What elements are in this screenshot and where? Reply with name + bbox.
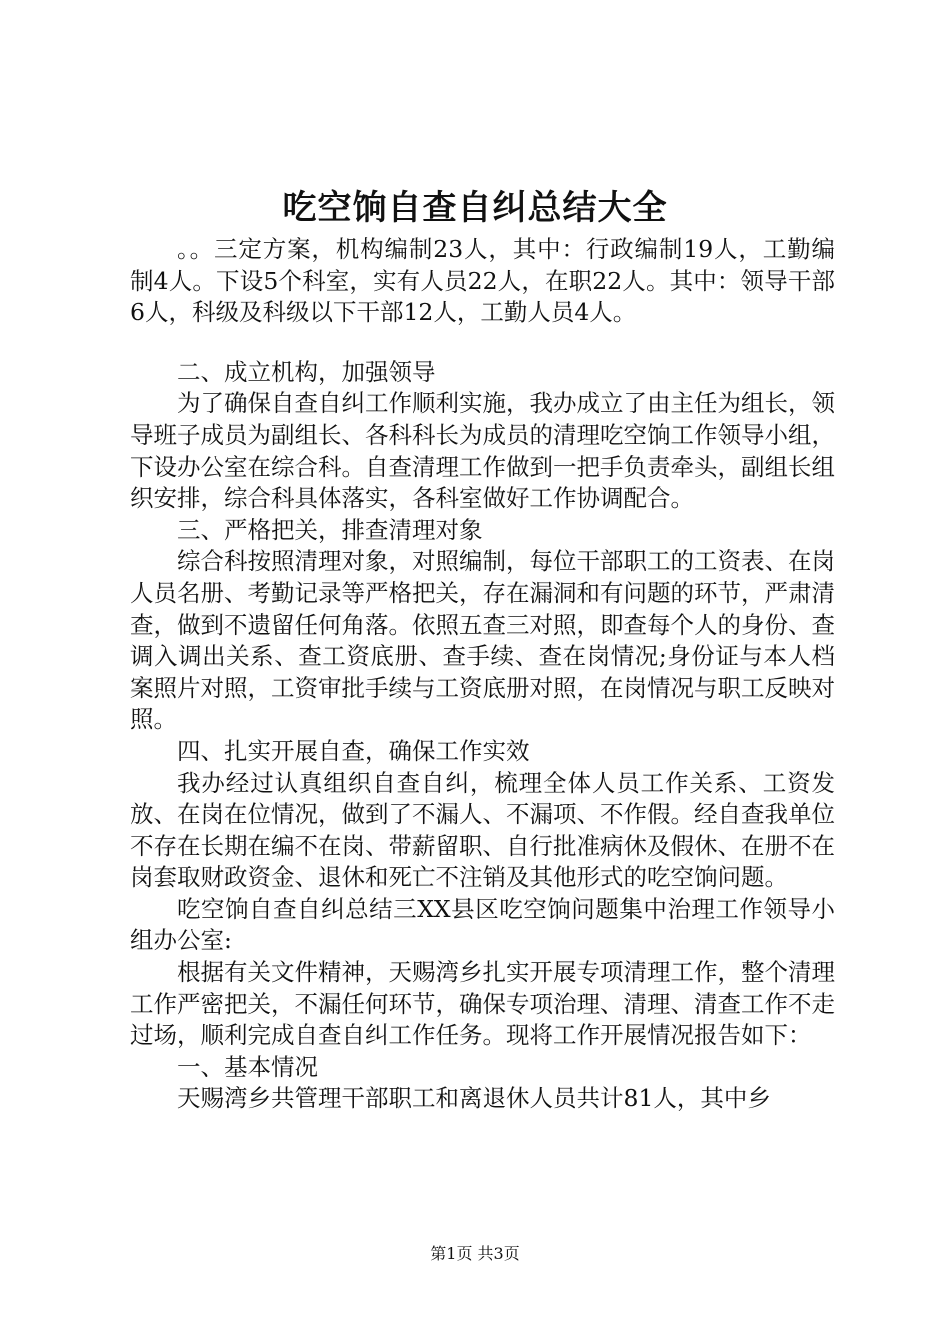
page-number-footer: 第1页 共3页 — [430, 1244, 520, 1263]
document-title: 吃空饷自查自纠总结大全 — [282, 188, 668, 228]
heading-establish-organization: 二、成立机构，加强领导 — [177, 357, 436, 386]
paragraph-staff-count: 天赐湾乡共管理干部职工和离退休人员共计81人，其中乡 — [177, 1084, 771, 1113]
paragraph-report-intro: 根据有关文件精神，天赐湾乡扎实开展专项清理工作，整个清理工作严密把关，不漏任何环节，确保专项治理、清理、清查工作不走过场，顺利完成自查自纠工作任务。现将工作开展情况报告如下： — [130, 958, 835, 1050]
paragraph-check-targets: 综合科按照清理对象，对照编制，每位干部职工的工资表、在岗人员名册、考勤记录等严格把关，存在漏洞和有问题的环节，严肃清查，做到不遗留任何角落。依照五查三对照，即查每个人的身份、查调入调出关系、查工资底册、查手续、查在岗情况;身份证与本人档案照片对照，工资审批手续与工资底册对照，在岗情况与职工反映对照。 — [130, 547, 835, 734]
paragraph-leadership-group: 为了确保自查自纠工作顺利实施，我办成立了由主任为组长，领导班子成员为副组长、各科科长为成员的清理吃空饷工作领导小组，下设办公室在综合科。自查清理工作做到一把手负责牵头，副组长组织安排，综合科具体落实，各科室做好工作协调配合。 — [130, 389, 835, 513]
heading-basic-situation: 一、基本情况 — [177, 1052, 318, 1081]
heading-strict-checks: 三、严格把关，排查清理对象 — [177, 515, 483, 544]
paragraph-inspection-results: 我办经过认真组织自查自纠，梳理全体人员工作关系、工资发放、在岗在位情况，做到了不漏人、不漏项、不作假。经自查我单位不存在长期在编不在岗、带薪留职、自行批准病休及假休、在册不在岗套取财政资金、退休和死亡不注销及其他形式的吃空饷问题。 — [130, 768, 835, 892]
document-body — [130, 234, 835, 1115]
paragraph-report-addressee: 吃空饷自查自纠总结三XX县区吃空饷问题集中治理工作领导小组办公室: — [130, 894, 835, 955]
heading-self-inspection: 四、扎实开展自查，确保工作实效 — [177, 736, 530, 765]
paragraph-organization-overview: 。。三定方案，机构编制23人，其中：行政编制19人，工勤编制4人。下设5个科室，实有人员22人，在职22人。其中：领导干部6人，科级及科级以下干部12人，工勤人员4人。 — [130, 235, 835, 327]
